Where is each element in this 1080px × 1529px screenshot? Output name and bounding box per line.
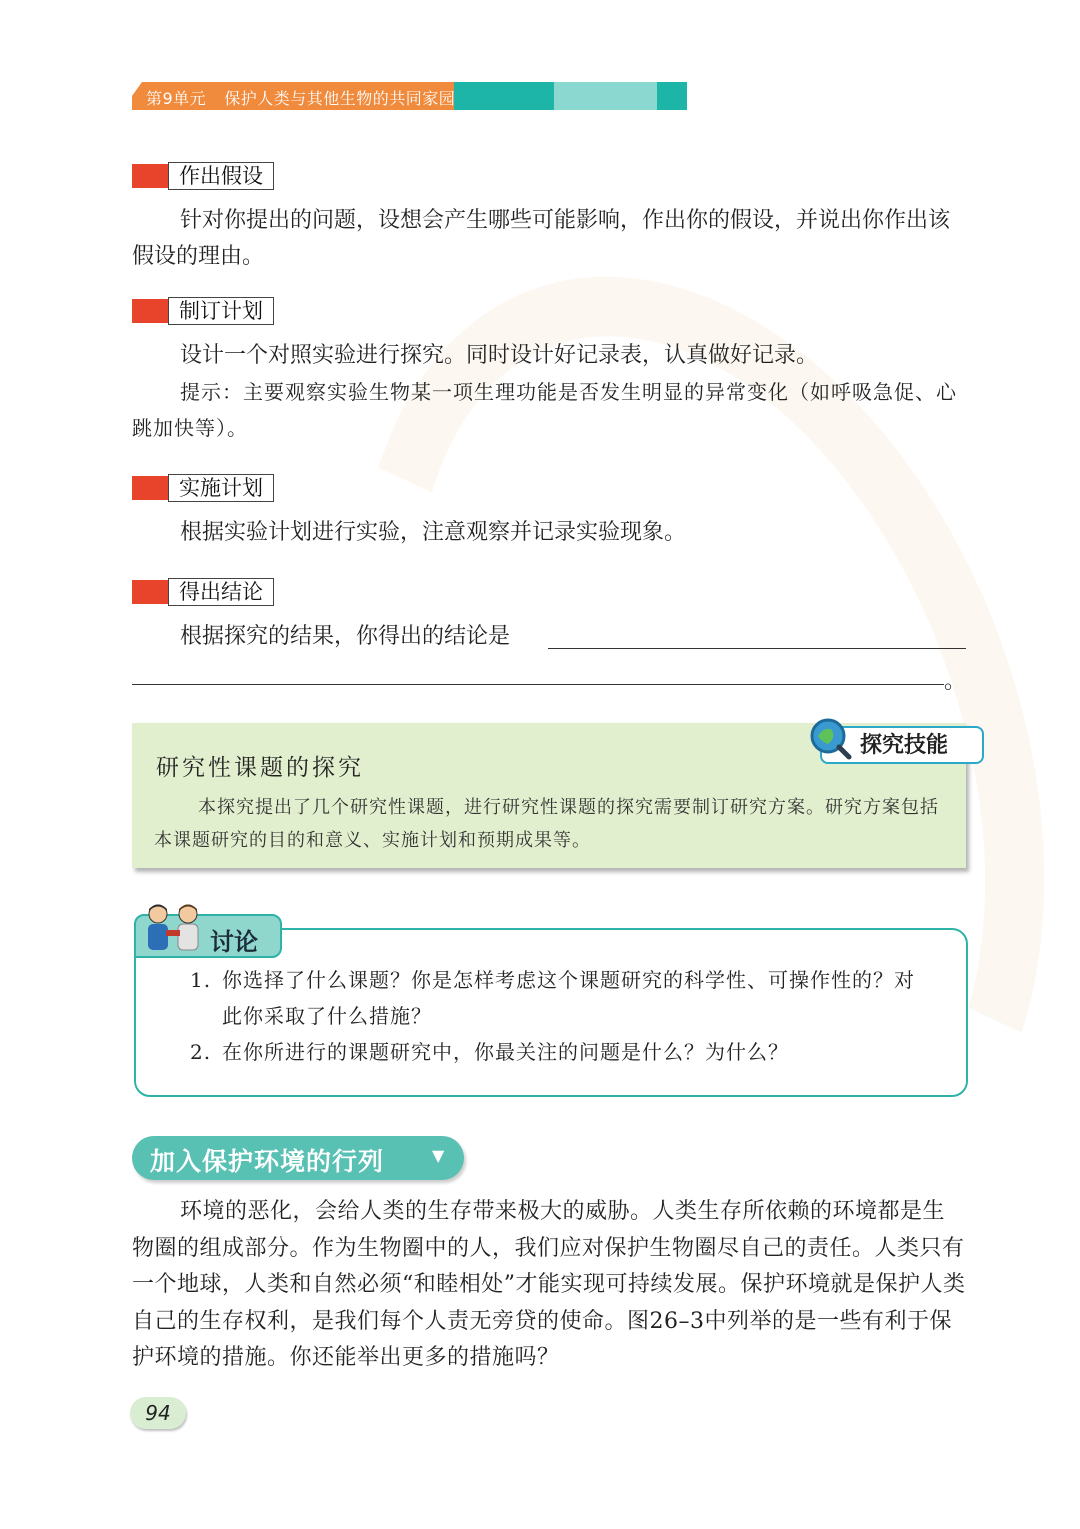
step-heading-label: 作出假设 bbox=[168, 162, 274, 190]
step-heading-label: 实施计划 bbox=[168, 474, 274, 502]
step-heading-label: 得出结论 bbox=[168, 578, 274, 606]
step-heading-label: 制订计划 bbox=[168, 297, 274, 325]
unit-title: 保护人类与其他生物的共同家园 bbox=[224, 89, 456, 108]
list-item-number: 2. bbox=[190, 1040, 212, 1064]
discussion-tab-label: 讨论 bbox=[210, 928, 258, 956]
skill-box-body: 本探究提出了几个研究性课题，进行研究性课题的探究需要制订研究方案。研究方案包括本课题研究的目的和意义、实施计划和预期成果等。 bbox=[154, 797, 939, 851]
inquiry-skill-tag bbox=[812, 722, 982, 762]
list-item-number: 1. bbox=[190, 968, 212, 992]
section-heading bbox=[132, 1136, 464, 1180]
list-item bbox=[190, 962, 930, 1034]
conclusion-text: 根据探究的结果，你得出的结论是 bbox=[180, 624, 511, 649]
list-item-text: 在你所进行的课题研究中，你最关注的问题是什么？为什么？ bbox=[222, 1040, 789, 1064]
section-title: 加入保护环境的行列 bbox=[150, 1147, 385, 1176]
list-item bbox=[190, 1034, 930, 1070]
triangle-down-icon: ▼ bbox=[432, 1146, 445, 1165]
unit-header bbox=[132, 82, 657, 110]
conclusion-period: 。 bbox=[944, 669, 967, 694]
page-number: 94 bbox=[130, 1397, 186, 1429]
skill-box-title: 研究性课题的探究 bbox=[156, 755, 364, 781]
list-item-text: 你选择了什么课题？你是怎样考虑这个课题研究的科学性、可操作性的？对此你采取了什么措施？ bbox=[222, 968, 915, 1028]
unit-number: 第9单元 bbox=[146, 89, 207, 108]
skill-tag-label: 探究技能 bbox=[860, 733, 949, 758]
magnifier-globe-icon bbox=[808, 716, 852, 760]
section-body: 环境的恶化，会给人类的生存带来极大的威胁。人类生存所依赖的环境都是生物圈的组成部分。作为生物圈中的人，我们应对保护生物圈尽自己的责任。人类只有一个地球，人类和自然必须“和睦相处”才能实现可持续发展。保护环境就是保护人类自己的生存权利，是我们每个人责无旁贷的使命。图26–3中列举的是一些有利于保护环境的措施。你还能举出更多的措施吗？ bbox=[132, 1199, 966, 1370]
hypothesis-text: 针对你提出的问题，设想会产生哪些可能影响，作出你的假设，并说出你作出该假设的理由。 bbox=[132, 208, 951, 269]
plan-tip: 提示：主要观察实验生物某一项生理功能是否发生明显的异常变化（如呼吸急促、心跳加快等）。 bbox=[132, 380, 957, 440]
students-discussing-icon bbox=[140, 902, 208, 954]
discussion-tab bbox=[134, 914, 282, 958]
conclusion-blank-line-2 bbox=[132, 684, 944, 685]
discussion-list bbox=[190, 962, 930, 1070]
conclusion-blank-line-1 bbox=[548, 648, 966, 649]
plan-text: 设计一个对照实验进行探究。同时设计好记录表，认真做好记录。 bbox=[180, 343, 819, 368]
implement-text: 根据实验计划进行实验，注意观察并记录实验现象。 bbox=[180, 520, 687, 545]
